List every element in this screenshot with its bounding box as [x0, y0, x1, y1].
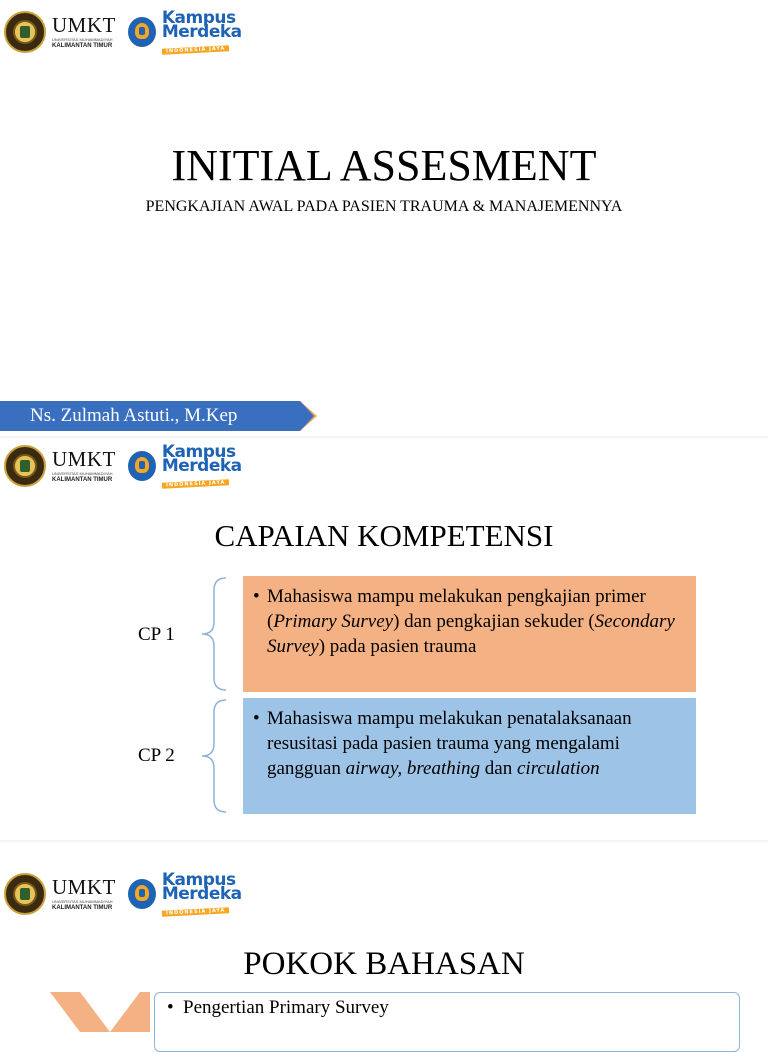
cp1-text-d: Secondary Survey: [267, 611, 675, 657]
cp2-text-a: Mahasiswa mampu melakukan penatalaksanaan resusitasi pada pasien trauma yang mengalami gangguan: [267, 708, 632, 779]
km-line2: Merdeka: [161, 884, 242, 905]
cp1-text: [267, 584, 682, 659]
logo-bar: [4, 868, 242, 920]
curly-brace-icon: [200, 576, 230, 692]
bullet-icon: •: [253, 586, 260, 607]
umkt-sub1: UNIVERSITAS MUHAMMADIYAH: [52, 37, 113, 42]
umkt-sub2: KALIMANTAN TIMUR: [52, 477, 113, 483]
kampus-merdeka-logo: [161, 441, 242, 489]
kampus-merdeka-logo: [161, 7, 242, 55]
km-line3: INDONESIA JAYA: [162, 45, 230, 55]
author-name: Ns. Zulmah Astuti., M.Kep: [30, 405, 238, 426]
cp2-label: CP 2: [138, 745, 175, 766]
topic-item-1: Pengertian Primary Survey: [183, 997, 389, 1018]
km-line2: Merdeka: [161, 22, 242, 43]
cp2-text: [267, 706, 682, 781]
km-line1: Kampus: [161, 869, 236, 890]
cp1-label: CP 1: [138, 624, 175, 645]
chevron-arrow-icon: [40, 992, 150, 1032]
cp1-box: [243, 576, 696, 692]
umkt-sub2: KALIMANTAN TIMUR: [52, 905, 113, 911]
slide-subtitle: PENGKAJIAN AWAL PADA PASIEN TRAUMA & MANAJEMENNYA: [145, 198, 623, 215]
umkt-sub1: UNIVERSITAS MUHAMMADIYAH: [52, 899, 113, 904]
umkt-logo: [52, 449, 116, 483]
umkt-logo: [52, 877, 116, 911]
umkt-seal-icon: [4, 873, 46, 915]
cp1-text-c: ) dan pengkajian sekuder (: [393, 611, 595, 632]
km-line3: INDONESIA JAYA: [162, 907, 230, 917]
umkt-name: UMKT: [52, 447, 116, 471]
kampus-merdeka-emblem-icon: [128, 17, 156, 47]
km-line3: INDONESIA JAYA: [162, 479, 230, 489]
bullet-icon: •: [167, 997, 174, 1018]
cp2-text-c: dan: [480, 758, 517, 779]
cp2-box: [243, 698, 696, 814]
cp2-text-d: circulation: [516, 758, 600, 779]
umkt-name: UMKT: [52, 875, 116, 899]
bullet-icon: •: [253, 708, 260, 729]
kampus-merdeka-emblem-icon: [128, 451, 156, 481]
slide-title-heading: POKOK BAHASAN: [243, 946, 525, 982]
km-line1: Kampus: [161, 441, 236, 462]
cp1-text-e: ) pada pasien trauma: [318, 636, 477, 657]
logo-bar: [4, 440, 242, 492]
list-item: [253, 706, 682, 781]
author-banner: [0, 401, 300, 431]
umkt-seal-icon: [4, 445, 46, 487]
slide-title-heading: CAPAIAN KOMPETENSI: [214, 518, 554, 553]
topic-list: [154, 992, 740, 1052]
curly-brace-icon: [200, 698, 230, 814]
kampus-merdeka-logo: [161, 869, 242, 917]
cp2-text-b: airway, breathing: [345, 758, 481, 779]
umkt-sub1: UNIVERSITAS MUHAMMADIYAH: [52, 471, 113, 476]
list-item: [253, 584, 682, 659]
slide-title: [0, 0, 768, 436]
umkt-logo: [52, 15, 116, 49]
list-item: [167, 997, 727, 1019]
slide-title-heading: INITIAL ASSESMENT: [171, 141, 597, 190]
km-line2: Merdeka: [161, 456, 242, 477]
umkt-sub2: KALIMANTAN TIMUR: [52, 43, 113, 49]
slide-capaian: [0, 438, 768, 838]
km-line1: Kampus: [161, 7, 236, 28]
cp1-text-b: Primary Survey: [273, 611, 394, 632]
umkt-name: UMKT: [52, 13, 116, 37]
logo-bar: [4, 6, 242, 58]
slide-pokok-bahasan: [0, 842, 768, 1024]
cp1-text-a: Mahasiswa mampu melakukan pengkajian primer (: [267, 586, 646, 632]
kampus-merdeka-emblem-icon: [128, 879, 156, 909]
umkt-seal-icon: [4, 11, 46, 53]
